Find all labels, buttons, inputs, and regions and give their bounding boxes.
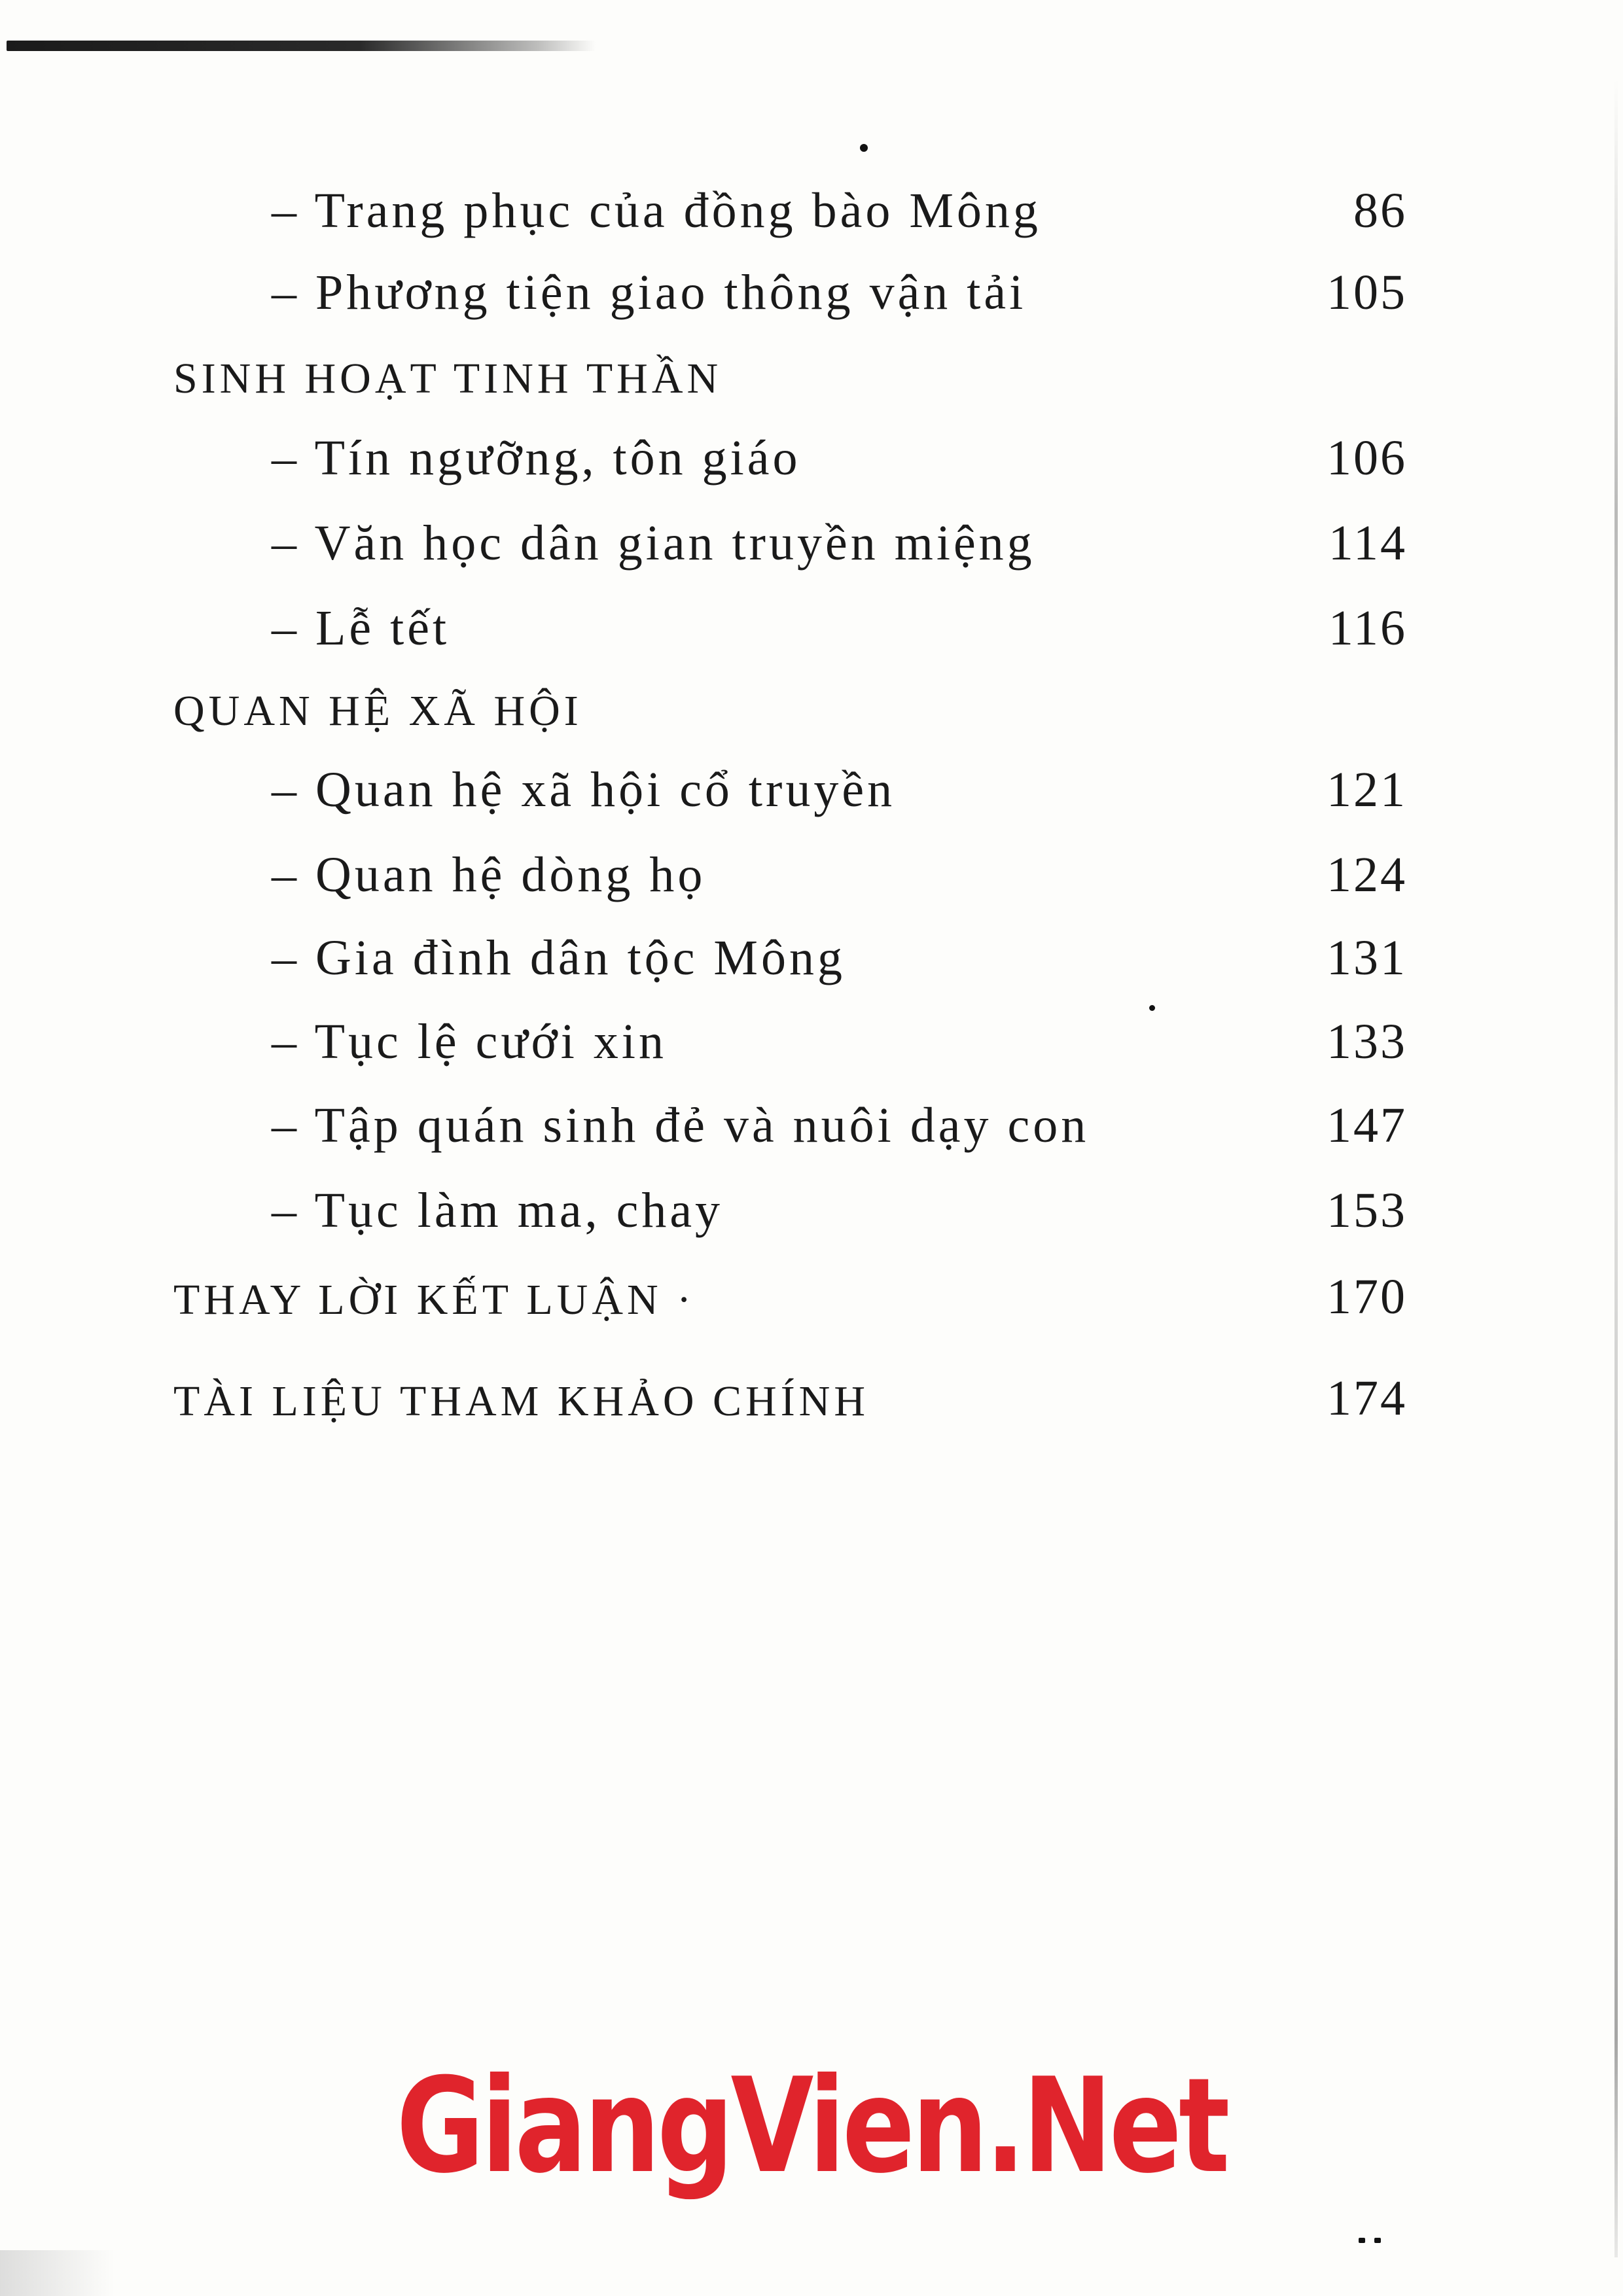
toc-entry	[0, 177, 1623, 236]
toc-entry	[0, 509, 1623, 571]
ink-speck	[1359, 2238, 1365, 2243]
scan-right-edge	[1614, 79, 1618, 2257]
toc-entry	[0, 1008, 1623, 1067]
toc-entry-title: – Văn học dân gian truyền miệng	[272, 516, 1035, 571]
toc-section-title: SINH HOẠT TINH THẦN	[173, 355, 722, 402]
toc-entry-title: – Quan hệ dòng họ	[272, 847, 706, 902]
toc-entry-page: 153	[1327, 1183, 1407, 1238]
toc-entry-title: – Trang phục của đồng bào Mông	[272, 183, 1041, 238]
toc-entry-title: – Phương tiện giao thông vận tải	[272, 265, 1027, 320]
toc-entry-title: – Tập quán sinh đẻ và nuôi dạy con	[272, 1098, 1090, 1153]
toc-entry-page: 106	[1327, 431, 1407, 486]
toc-entry-title: – Gia đình dân tộc Mông	[272, 930, 846, 985]
toc-entry-title: – Tục lệ cưới xin	[272, 1014, 667, 1069]
scan-edge-shadow	[7, 41, 596, 51]
toc-section-page: 174	[1327, 1371, 1407, 1426]
ink-speck	[1374, 2238, 1381, 2243]
toc-entry	[0, 424, 1623, 486]
toc-entry-page: 131	[1327, 930, 1407, 985]
toc-entry-page: 133	[1327, 1014, 1407, 1069]
toc-entry	[0, 594, 1623, 656]
toc-entry-page: 147	[1327, 1098, 1407, 1153]
toc-entry	[0, 1091, 1623, 1153]
toc-entry	[0, 924, 1623, 983]
toc-entry-page: 124	[1327, 847, 1407, 902]
toc-entry	[0, 258, 1623, 320]
toc-entry-title: – Tín ngưỡng, tôn giáo	[272, 431, 801, 486]
toc-section	[0, 342, 1623, 400]
toc-entry	[0, 1176, 1623, 1238]
toc-entry-page: 105	[1327, 265, 1407, 320]
toc-section-title: THAY LỜI KẾT LUẬN ·	[173, 1276, 696, 1324]
toc-section-page: 170	[1327, 1269, 1407, 1324]
toc-entry-title: – Lễ tết	[272, 601, 450, 656]
toc-entry-title: – Quan hệ xã hội cổ truyền	[272, 762, 896, 817]
toc-section	[0, 674, 1623, 733]
scan-bottom-shade	[0, 2250, 115, 2296]
toc-section-title: TÀI LIỆU THAM KHẢO CHÍNH	[173, 1377, 870, 1425]
toc-section	[0, 1263, 1623, 1322]
toc-entry-page: 86	[1353, 183, 1407, 238]
toc-entry-page: 121	[1327, 762, 1407, 817]
toc-entry-page: 116	[1328, 601, 1407, 656]
toc-entry-page: 114	[1328, 516, 1407, 571]
ink-speck	[860, 144, 868, 152]
watermark-logo: GiangVien.Net	[396, 2050, 1227, 2202]
toc-entry	[0, 841, 1623, 900]
toc-section-title: QUAN HỆ XÃ HỘI	[173, 687, 582, 735]
toc-section	[0, 1364, 1623, 1426]
toc-entry	[0, 756, 1623, 815]
toc-entry-title: – Tục làm ma, chay	[272, 1183, 724, 1238]
